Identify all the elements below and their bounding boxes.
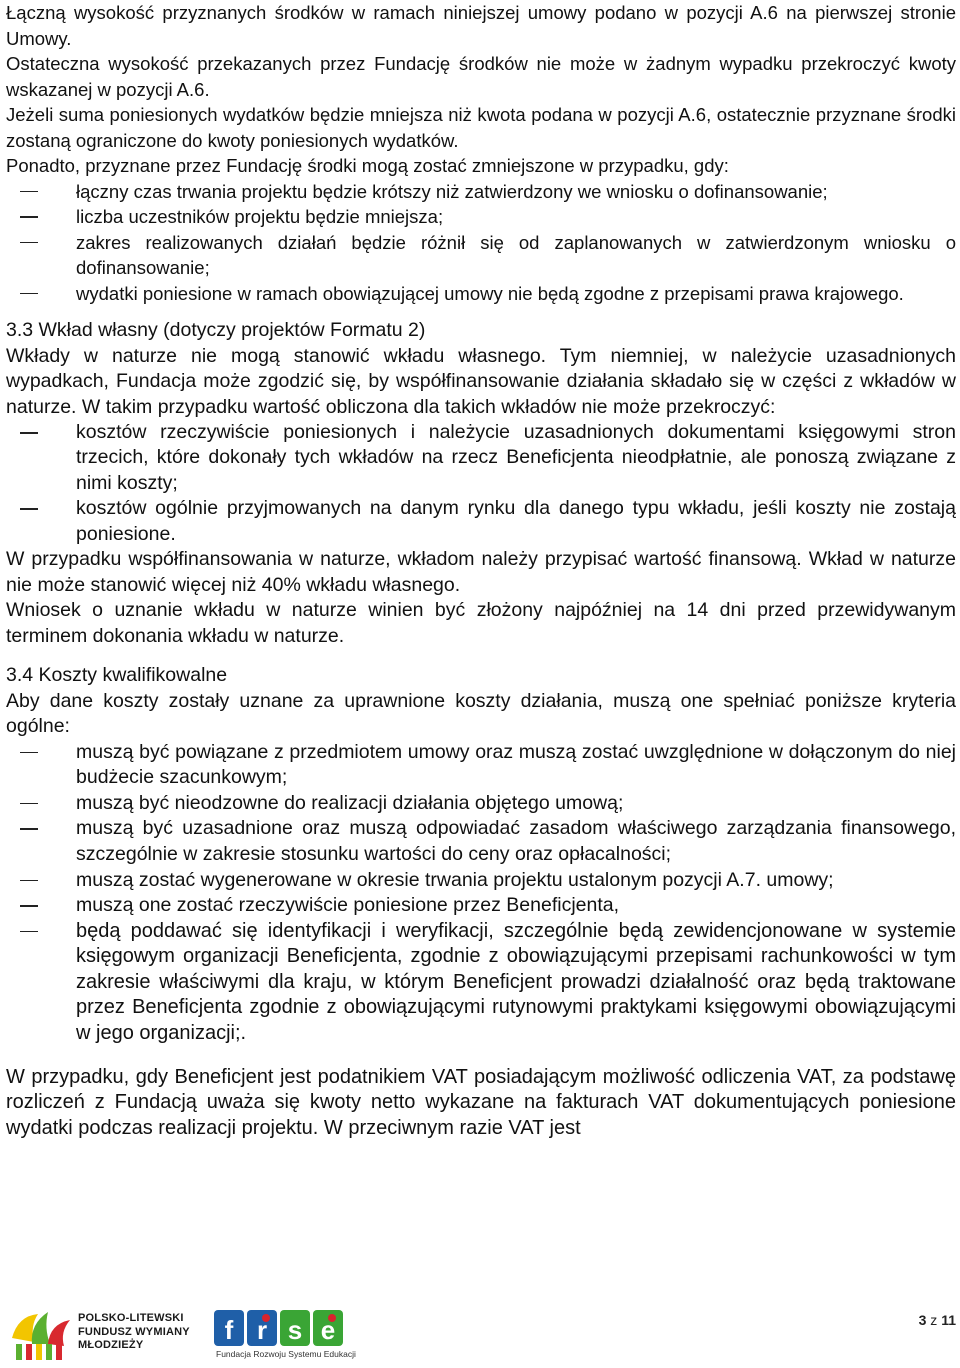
dash-bullet — [20, 293, 38, 295]
page-number: 3 z 11 — [918, 1312, 956, 1328]
svg-text:f: f — [224, 1315, 234, 1345]
section-heading: 3.3 Wkład własny (dotyczy projektów Formatu 2) — [6, 319, 426, 341]
paragraph: Łączną wysokość przyznanych środków w ramach niniejszej umowy podano w pozycji A.6 na pierwszej stronie Umowy. — [6, 2, 956, 49]
dash-bullet — [20, 931, 38, 933]
dash-bullet — [20, 191, 38, 193]
dash-bullet — [20, 508, 38, 510]
paragraph: Wkłady w naturze nie mogą stanowić wkładu własnego. Tym niemniej, w należycie uzasadnionych wypadkach, Fundacja może zgodzić się, by współfinansowanie działania składało się w części z wkładów w naturze. W takim przypadku wartość obliczona dla takich wkładów nie może przekroczyć: — [6, 344, 956, 418]
frse-logo — [214, 1308, 364, 1366]
svg-text:s: s — [287, 1315, 303, 1345]
contribution-limits-list — [6, 420, 956, 547]
dash-bullet — [20, 432, 38, 434]
budget-limits-section — [6, 0, 956, 306]
list-item: łączny czas trwania projektu będzie krótszy niż zatwierdzony we wniosku o dofinansowanie; — [6, 179, 956, 205]
dash-bullet — [20, 242, 38, 244]
document-page — [6, 0, 956, 1141]
list-item: muszą zostać wygenerowane w okresie trwania projektu ustalonym pozycji A.7. umowy; — [6, 868, 956, 894]
eligibility-criteria-list-continued — [6, 919, 956, 1047]
page-footer — [0, 1288, 960, 1368]
list-item: kosztów ogólnie przyjmowanych na danym rynku dla danego typu wkładu, jeśli koszty nie zostają poniesione. — [6, 496, 956, 547]
plfwm-emblem-icon — [8, 1308, 74, 1364]
list-item: muszą być powiązane z przedmiotem umowy oraz muszą zostać uwzględnione w dołączonym do niej budżecie szacunkowym; — [6, 740, 956, 791]
vat-section — [6, 1065, 956, 1142]
dash-bullet — [20, 803, 38, 805]
frse-caption: Fundacja Rozwoju Systemu Edukacji — [216, 1349, 356, 1359]
own-contribution-section — [6, 318, 956, 649]
list-item: liczba uczestników projektu będzie mniejsza; — [6, 204, 956, 230]
list-item: będą poddawać się identyfikacji i weryfikacji, szczególnie będą zewidencjonowane w systemie księgowym organizacji Beneficjenta, zgodnie z obowiązującymi przepisami rachunkowości w tym zakresie właściwymi dla kraju, w którym Beneficjent prowadzi działalność oraz będą traktowane przez Beneficjenta zgodnie z obowiązującymi rutynowymi praktykami księgowymi obowiązującymi w jego organizacji;. — [6, 919, 956, 1047]
list-item: kosztów rzeczywiście poniesionych i należycie uzasadnionych dokumentami księgowymi stron trzecich, które dokonały tych wkładów na rzecz Beneficjenta nieodpłatnie, ale ponoszą związane z nimi koszty; — [6, 420, 956, 496]
dash-bullet — [20, 216, 38, 218]
dash-bullet — [20, 905, 38, 907]
plfwm-logo — [8, 1306, 208, 1366]
eligible-costs-section — [6, 663, 956, 919]
dash-bullet — [20, 828, 38, 830]
paragraph: Jeżeli suma poniesionych wydatków będzie mniejsza niż kwota podana w pozycji A.6, ostatecznie przyznane środki zostaną ograniczone do kwoty poniesionych wydatków. — [6, 104, 956, 151]
list-item: muszą być nieodzowne do realizacji działania objętego umową; — [6, 791, 956, 817]
frse-logo-mark-icon — [214, 1308, 344, 1348]
svg-text:e: e — [320, 1315, 336, 1345]
paragraph: W przypadku współfinansowania w naturze, wkładom należy przypisać wartość finansową. Wkład w naturze nie może stanowić więcej niż 40% wkładu własnego. — [6, 548, 956, 596]
list-item: muszą one zostać rzeczywiście poniesione przez Beneficjenta, — [6, 893, 956, 919]
paragraph: Wniosek o uznanie wkładu w naturze winien być złożony najpóźniej na 14 dni przed przewidywanym terminem dokonania wkładu w naturze. — [6, 599, 956, 647]
eligibility-criteria-list — [6, 740, 956, 919]
dash-bullet — [20, 752, 38, 754]
paragraph: W przypadku, gdy Beneficjent jest podatnikiem VAT posiadającym możliwość odliczenia VAT, za podstawę rozliczeń z Fundacją uważa się kwoty netto wykazane na fakturach VAT dokumentujących poniesione wydatki podczas realizacji projektu. W przeciwnym razie VAT jest — [6, 1065, 956, 1139]
list-item: zakres realizowanych działań będzie różnił się od zaplanowanych w zatwierdzonym wniosku o dofinansowanie; — [6, 230, 956, 281]
svg-text:r: r — [256, 1315, 268, 1345]
paragraph: Ponadto, przyznane przez Fundację środki mogą zostać zmniejszone w przypadku, gdy: — [6, 155, 729, 176]
list-item: wydatki poniesione w ramach obowiązującej umowy nie będą zgodne z przepisami prawa krajowego. — [6, 281, 956, 307]
paragraph: Aby dane koszty zostały uznane za uprawnione koszty działania, muszą one spełniać poniższe kryteria ogólne: — [6, 689, 956, 738]
reduction-conditions-list — [6, 179, 956, 307]
plfwm-logo-text: POLSKO-LITEWSKI FUNDUSZ WYMIANY MŁODZIEŻY — [78, 1312, 190, 1351]
paragraph: Ostateczna wysokość przekazanych przez Fundację środków nie może w żadnym wypadku przekroczyć kwoty wskazanej w pozycji A.6. — [6, 53, 956, 100]
list-item: muszą być uzasadnione oraz muszą odpowiadać zasadom właściwego zarządzania finansowego, szczególnie w zakresie stosunku wartości do ceny oraz opłacalności; — [6, 816, 956, 867]
dash-bullet — [20, 880, 38, 882]
section-heading: 3.4 Koszty kwalifikowalne — [6, 664, 228, 687]
